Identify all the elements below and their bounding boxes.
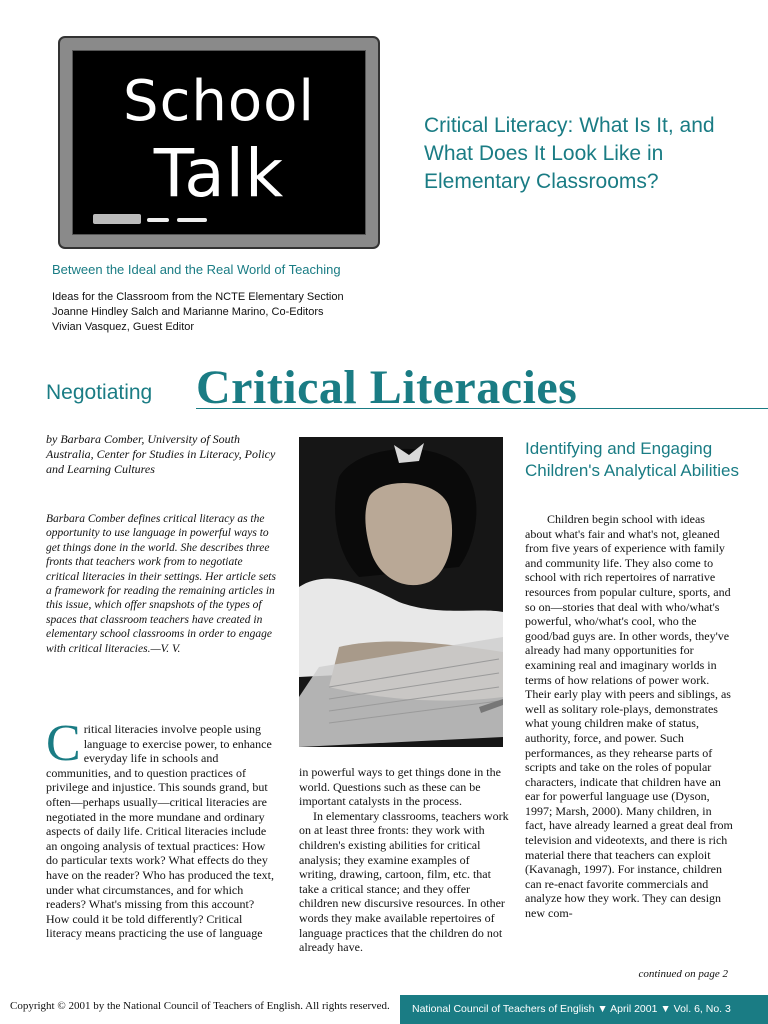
editors-block [52,290,344,335]
byline: by Barbara Comber, University of South Australia, Center for Studies in Literacy, Policy and Learning Cultures [46,432,276,476]
eraser-icon [93,214,141,224]
issue-headline: Critical Literacy: What Is It, and What Does It Look Like in Elementary Classrooms? [424,114,715,193]
publication-footer-bar [400,995,768,1024]
photo-child-writing [299,437,503,747]
section-subhead: Identifying and Engaging Children's Analytical Abilities [525,439,739,480]
publication-info: National Council of Teachers of English ▼ April 2001 ▼ Vol. 6, No. 3 [412,1003,731,1015]
title-rule [196,408,768,409]
body-paragraph: Children begin school with ideas about what's fair and what's not, gleaned from five years of experience with family and community life. They also come to school with rich repertoires of narrative resources from popular culture, sports, and so on—stories that deal with who/what's powerful, who/what's cool, who the good/bad guys are. In other words, they've already had many opportunities for examining real and imaginary worlds in terms of how relations of power work. Their early play with peers and siblings, as well as solitary role-plays, demonstrates what young children make of status, authority, force, and power. Such performances, as they rehearse parts of scripts and take on the roles of popular characters, indicate that children have an ear for powerful language use (Dyson, 1997; Marsh, 2000). Many children, in fact, have already learned a great deal from television and videotexts, and there is rich material there that teachers can exploit (Kavanagh, 1997). For instance, children can re-enact favorite commercials and analyze how they work. They can design new com- [525,512,733,921]
tagline: Between the Ideal and the Real World of Teaching [52,262,341,277]
board-line-talk: Talk [153,135,285,212]
editors-line: Ideas for the Classroom from the NCTE Elementary Section [52,291,344,303]
child-writing-illustration [299,437,503,747]
body-paragraph: In elementary classrooms, teachers work on at least three fronts: they work with children's existing abilities for critical analysis; they examine examples of writing, drawing, cartoon, film, etc. that take a critical stance; and they offer children new discursive resources. In other words they make available repertoires of language practices that the children do not already have. [299,808,509,955]
board-line-school: School [123,69,315,134]
body-column-3 [525,512,733,921]
school-talk-chalkboard-logo [58,36,380,249]
body-column-2 [299,765,509,955]
body-paragraph: in powerful ways to get things done in the world. Questions such as these can be important catalysts in the process. [299,765,501,809]
editor-intro: Barbara Comber defines critical literacy as the opportunity to use language in powerful ways to get things done in the world. She describes three fronts that teachers work from to negotiate critical literacies in their settings. Her article sets a framework for reading the remaining articles in this issue, which offer snapshots of the types of spaces that classroom teachers have created in elementary school classrooms in order to engage with critical literacies.—V. V. [46,513,276,655]
continued-note: continued on page 2 [638,968,728,980]
editors-line: Joanne Hindley Salch and Marianne Marino, Co-Editors [52,306,324,318]
body-text: ritical literacies involve people using language to exercise power, to enhance everyday life in schools and communities, and to question practices of privilege and injustice. This sounds grand, but often—perhaps usually—critical literacies are negotiated in the more mundane and ordinary aspects of daily life. Critical literacies include an ongoing analysis of textual practices: How do particular texts work? What effects do they have on the reader? Who has produced the text, under what circumstances, and for which readers? What's missing from this account? How could it be told differently? Critical literacy means practicing the use of language [46,722,275,941]
body-column-1 [46,715,276,941]
editors-line: Vivian Vasquez, Guest Editor [52,321,195,333]
drop-cap: C [46,715,81,772]
chalk-icon [177,218,207,222]
chalk-icon [147,218,169,222]
copyright-notice: Copyright © 2001 by the National Council of Teachers of English. All rights reserved. [10,1000,390,1012]
article-title: Critical Literacies [196,361,578,414]
article-kicker: Negotiating [46,381,153,404]
